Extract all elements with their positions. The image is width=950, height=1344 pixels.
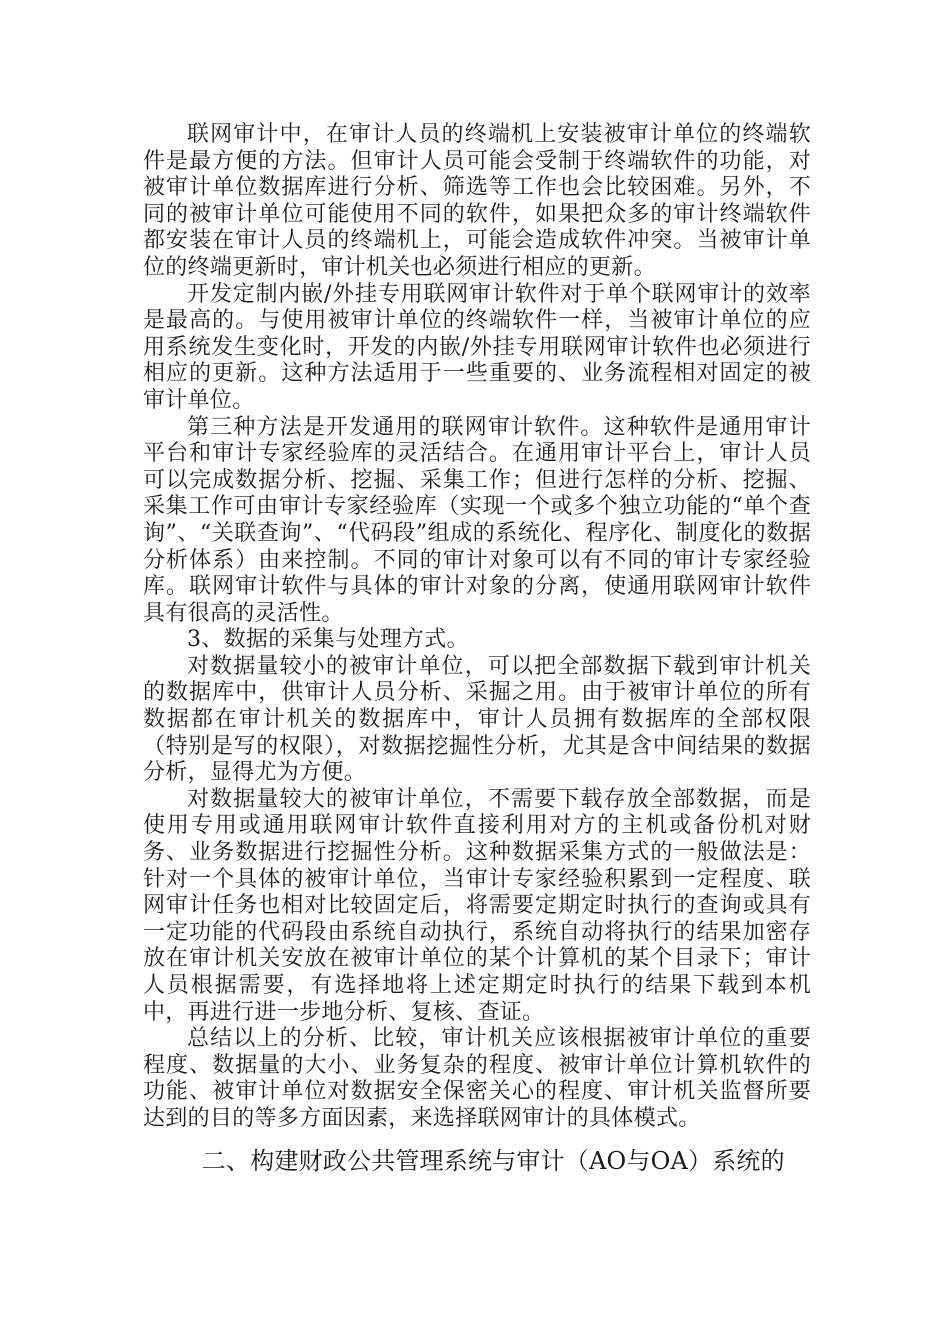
paragraph-summary: 总结以上的分析、比较，审计机关应该根据被审计单位的重要程度、数据量的大小、业务复杂的程度、被审计单位计算机软件的功能、被审计单位对数据安全保密关心的程度、审计机关监督所要达到的目的等多方面因素，来选择联网审计的具体模式。 bbox=[143, 1026, 811, 1131]
paragraph-large-data-volume: 对数据量较大的被审计单位，不需要下载存放全部数据，而是使用专用或通用联网审计软件直接利用对方的主机或备份机对财务、业务数据进行挖掘性分析。这种数据采集方式的一般做法是：针对一个具体的被审计单位，当审计专家经验积累到一定程度、联网审计任务也相对比较固定后，将需要定期定时执行的查询或具有一定功能的代码段由系统自动执行，系统自动将执行的结果加密存放在审计机关安放在被审计单位的某个计算机的某个目录下；审计人员根据需要，有选择地将上述定期定时执行的结果下载到本机中，再进行进一步地分析、复核、查证。 bbox=[143, 786, 811, 1025]
paragraph-small-data-volume: 对数据量较小的被审计单位，可以把全部数据下载到审计机关的数据库中，供审计人员分析、采掘之用。由于被审计单位的所有数据都在审计机关的数据库中，审计人员拥有数据库的全部权限（特别是写的权限），对数据挖掘性分析，尤其是含中间结果的数据分析，显得尤为方便。 bbox=[143, 653, 811, 786]
section-heading: 二、构建财政公共管理系统与审计（AO与OA）系统的 bbox=[201, 1146, 785, 1175]
document-body bbox=[143, 122, 811, 1176]
section-subheading-data-collection: 3、数据的采集与处理方式。 bbox=[187, 627, 469, 653]
paragraph-custom-software: 开发定制内嵌/外挂专用联网审计软件对于单个联网审计的效率是最高的。与使用被审计单位的终端软件一样，当被审计单位的应用系统发生变化时，开发的内嵌/外挂专用联网审计软件也必须进行相应的更新。这种方法适用于一些重要的、业务流程相对固定的被审计单位。 bbox=[143, 281, 811, 413]
paragraph-terminal-software: 联网审计中，在审计人员的终端机上安装被审计单位的终端软件是最方便的方法。但审计人员可能会受制于终端软件的功能，对被审计单位数据库进行分析、筛选等工作也会比较困难。另外，不同的被审计单位可能使用不同的软件，如果把众多的审计终端软件都安装在审计人员的终端机上，可能会造成软件冲突。当被审计单位的终端更新时，审计机关也必须进行相应的更新。 bbox=[143, 122, 811, 280]
paragraph-generic-software: 第三种方法是开发通用的联网审计软件。这种软件是通用审计平台和审计专家经验库的灵活结合。在通用审计平台上，审计人员可以完成数据分析、挖掘、采集工作；但进行怎样的分析、挖掘、采集工作可由审计专家经验库（实现一个或多个独立功能的“单个查询”、“关联查询”、“代码段”组成的系统化、程序化、制度化的数据分析体系）由来控制。不同的审计对象可以有不同的审计专家经验库。联网审计软件与具体的审计对象的分离，使通用联网审计软件具有很高的灵活性。 bbox=[143, 414, 811, 626]
